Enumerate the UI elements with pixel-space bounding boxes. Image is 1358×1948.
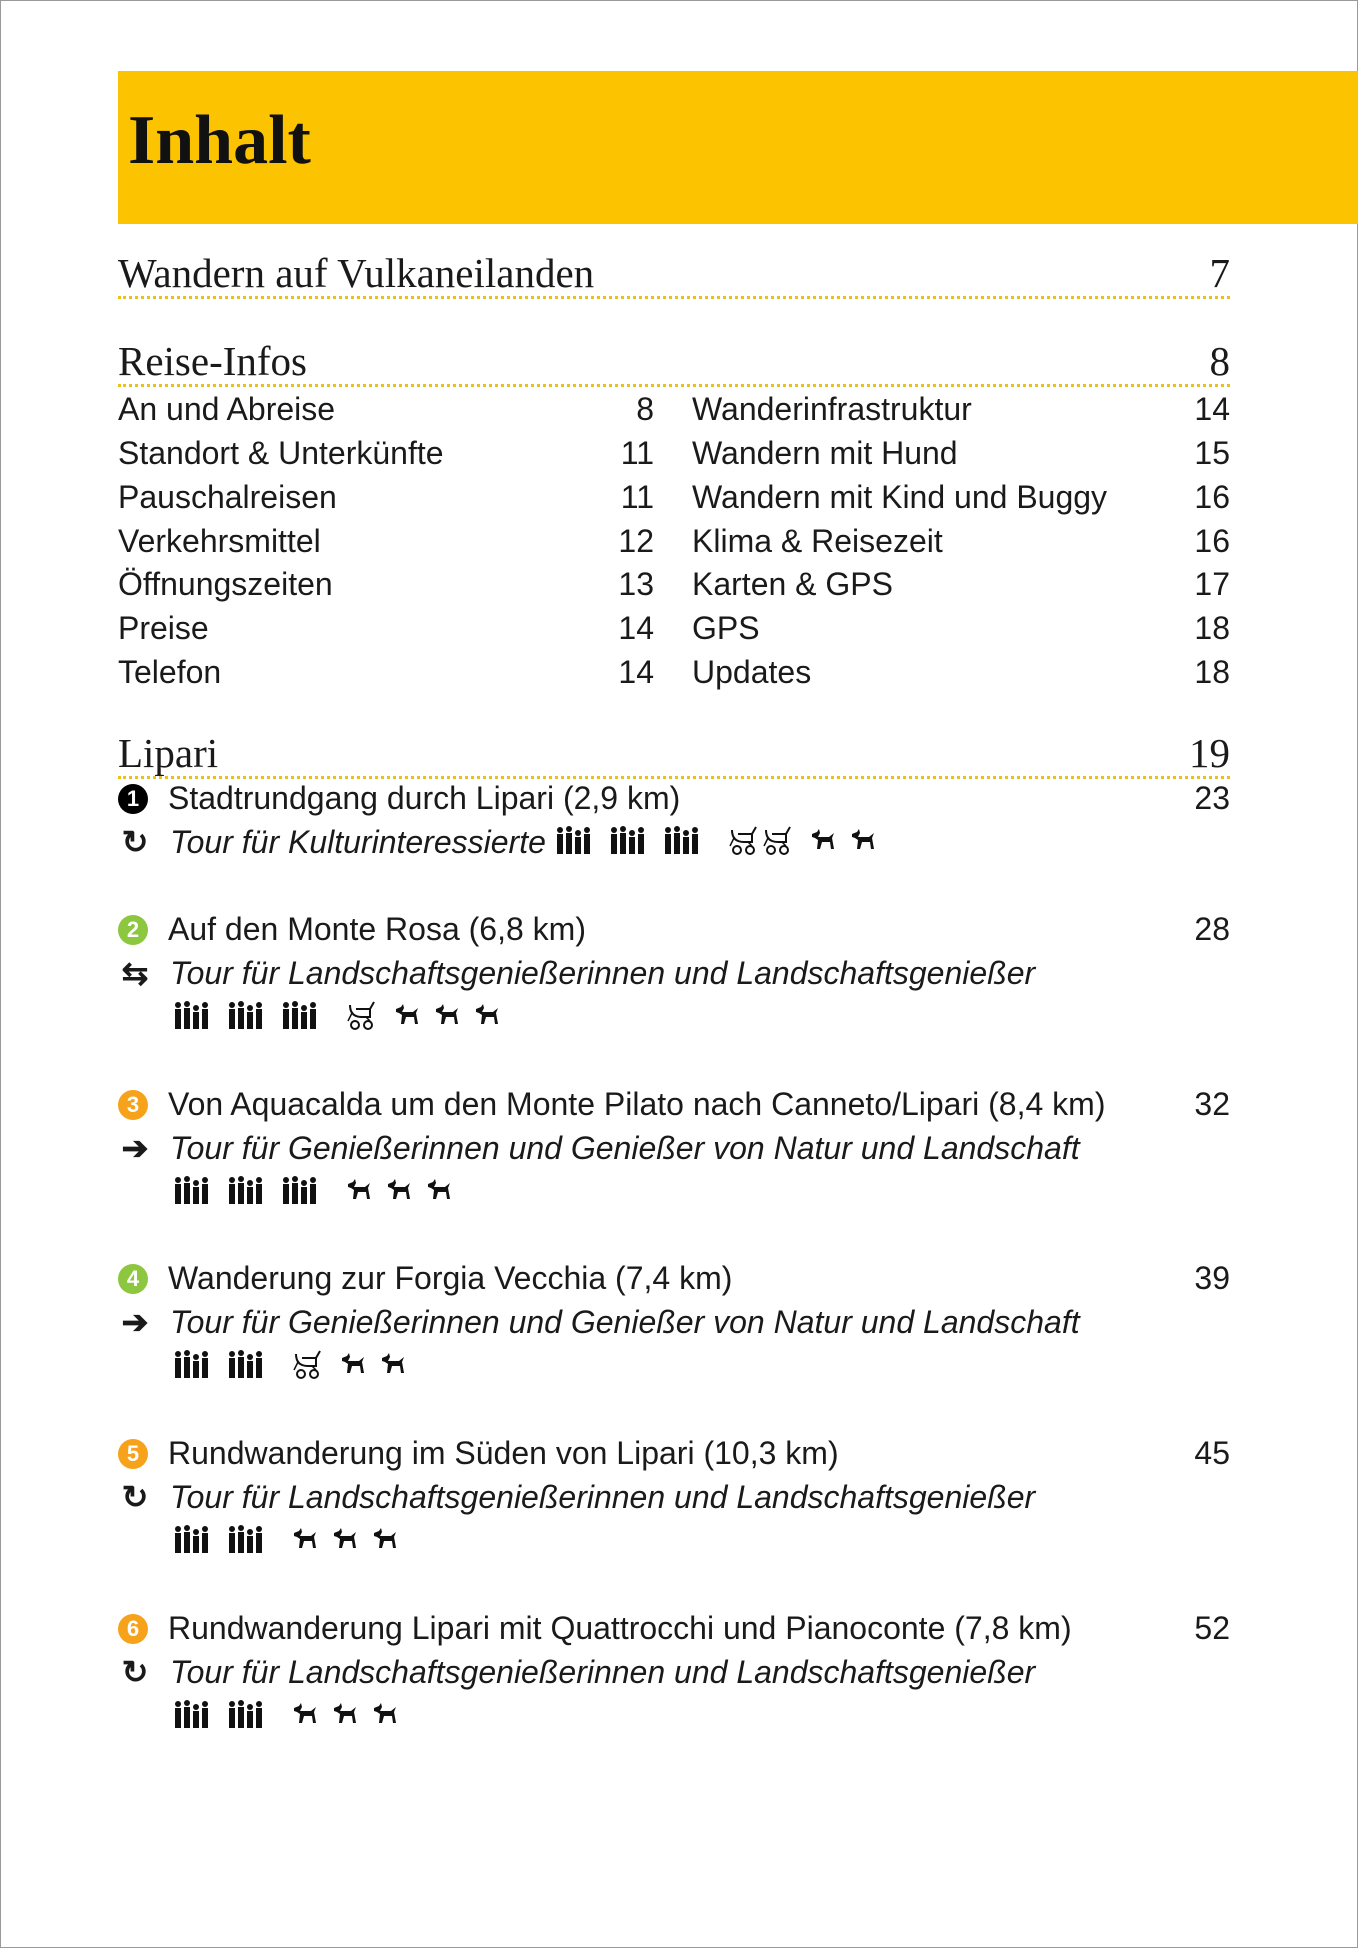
tour-number-badge: 6: [118, 1614, 148, 1644]
family-icon: [278, 1000, 322, 1030]
tour-number-badge: 1: [118, 784, 148, 814]
toc-entry-page: 16: [1194, 523, 1230, 559]
toc-entry-page: 8: [636, 391, 654, 427]
toc-entry-label: Updates: [692, 654, 812, 690]
toc-entry-page: 14: [618, 654, 654, 690]
dog-icon: [380, 1352, 410, 1376]
toc-entry-label: Wandern mit Hund: [692, 435, 958, 471]
family-icon: [224, 1349, 268, 1379]
family-icon: [170, 1699, 214, 1729]
tour-entry[interactable]: [118, 1433, 1230, 1553]
section-title: Reise-Infos: [118, 338, 308, 384]
tour-page: 28: [1194, 911, 1230, 947]
family-icon: [224, 1000, 268, 1030]
toc-entry-label: Pauschalreisen: [118, 479, 337, 515]
tour-page: 45: [1194, 1435, 1230, 1471]
toc-entry-label: Klima & Reisezeit: [692, 523, 943, 559]
tour-number-badge: 5: [118, 1439, 148, 1469]
title-banner: [118, 71, 1358, 224]
family-icon: [660, 825, 704, 855]
dog-icon: [292, 1527, 322, 1551]
tour-title: Stadtrundgang durch Lipari (2,9 km): [168, 780, 681, 816]
buggy-icon: [762, 824, 792, 856]
loop-icon: ↻: [121, 824, 149, 860]
family-icon: [224, 1699, 268, 1729]
toc-entry-label: GPS: [692, 610, 760, 646]
toc-entry-page: 15: [1194, 435, 1230, 471]
tour-suitability-icons: [552, 822, 890, 858]
toc-entry-label: Standort & Unterkünfte: [118, 435, 444, 471]
tour-page: 32: [1194, 1086, 1230, 1122]
family-icon: [170, 1175, 214, 1205]
section-page: 19: [1189, 730, 1230, 776]
section-title: Lipari: [118, 730, 219, 776]
tour-suitability-icons: [170, 1696, 412, 1732]
toc-entry-page: 18: [1194, 610, 1230, 646]
tour-title: Rundwanderung im Süden von Lipari (10,3 km): [168, 1435, 839, 1471]
toc-entry-label: Preise: [118, 610, 209, 646]
dog-icon: [340, 1352, 370, 1376]
dog-icon: [474, 1003, 504, 1027]
tour-title: Rundwanderung Lipari mit Quattrocchi und Pianoconte (7,8 km): [168, 1610, 1072, 1646]
toc-entry-page: 11: [620, 479, 654, 515]
tour-subtitle: Tour für Kulturinteressierte: [170, 824, 546, 860]
tour-suitability-icons: [170, 1172, 466, 1208]
toc-entry-page: 18: [1194, 654, 1230, 690]
dog-icon: [386, 1178, 416, 1202]
toc-entry-label: Telefon: [118, 654, 222, 690]
one-way-arrow-icon: ➔: [121, 1304, 149, 1340]
toc-entry-label: Öffnungszeiten: [118, 566, 333, 602]
family-icon: [170, 1349, 214, 1379]
section-reise-infos[interactable]: [118, 338, 1230, 387]
tour-entry[interactable]: [118, 1608, 1230, 1728]
toc-entry-page: 17: [1194, 566, 1230, 602]
section-page: 7: [1209, 250, 1230, 296]
tour-subtitle: Tour für Landschaftsgenießerinnen und Landschaftsgenießer: [170, 1654, 1036, 1690]
toc-entry-label: Verkehrsmittel: [118, 523, 321, 559]
tour-subtitle: Tour für Landschaftsgenießerinnen und Landschaftsgenießer: [170, 1479, 1036, 1515]
tour-subtitle: Tour für Genießerinnen und Genießer von Natur und Landschaft: [170, 1130, 1080, 1166]
family-icon: [606, 825, 650, 855]
tour-title: Von Aquacalda um den Monte Pilato nach Canneto/Lipari (8,4 km): [168, 1086, 1106, 1122]
tour-page: 39: [1194, 1260, 1230, 1296]
dog-icon: [332, 1527, 362, 1551]
section-lipari[interactable]: [118, 730, 1230, 779]
tour-subtitle: Tour für Landschaftsgenießerinnen und Landschaftsgenießer: [170, 955, 1036, 991]
tour-entry[interactable]: [118, 778, 1230, 898]
loop-icon: ↻: [121, 1654, 149, 1690]
toc-entry-label: Wandern mit Kind und Buggy: [692, 479, 1108, 515]
tour-suitability-icons: [170, 1346, 420, 1382]
tour-entry[interactable]: [118, 1084, 1230, 1204]
toc-entry-page: 12: [618, 523, 654, 559]
section-intro[interactable]: [118, 250, 1230, 299]
buggy-icon: [346, 999, 376, 1031]
loop-icon: ↻: [121, 1479, 149, 1515]
toc-entry-page: 14: [618, 610, 654, 646]
toc-entry-page: 16: [1194, 479, 1230, 515]
tour-entry[interactable]: [118, 1258, 1230, 1378]
tour-suitability-icons: [170, 997, 514, 1033]
dog-icon: [372, 1527, 402, 1551]
dog-icon: [394, 1003, 424, 1027]
family-icon: [170, 1524, 214, 1554]
dog-icon: [292, 1702, 322, 1726]
tour-page: 23: [1194, 780, 1230, 816]
two-way-arrow-icon: ⇆: [121, 955, 149, 991]
toc-entry-label: Karten & GPS: [692, 566, 893, 602]
family-icon: [170, 1000, 214, 1030]
dog-icon: [346, 1178, 376, 1202]
tour-subtitle: Tour für Genießerinnen und Genießer von Natur und Landschaft: [170, 1304, 1080, 1340]
dog-icon: [372, 1702, 402, 1726]
tour-number-badge: 4: [118, 1264, 148, 1294]
section-title: Wandern auf Vulkaneilanden: [118, 250, 595, 296]
tour-suitability-icons: [170, 1521, 412, 1557]
toc-entry-page: 13: [618, 566, 654, 602]
tour-number-badge: 2: [118, 915, 148, 945]
buggy-icon: [292, 1348, 322, 1380]
tour-number-badge: 3: [118, 1090, 148, 1120]
toc-entry-page: 11: [620, 435, 654, 471]
tour-title: Wanderung zur Forgia Vecchia (7,4 km): [168, 1260, 733, 1296]
family-icon: [278, 1175, 322, 1205]
one-way-arrow-icon: ➔: [121, 1130, 149, 1166]
toc-entry-label: An und Abreise: [118, 391, 336, 427]
section-page: 8: [1209, 338, 1230, 384]
family-icon: [224, 1524, 268, 1554]
dog-icon: [332, 1702, 362, 1726]
buggy-icon: [728, 824, 758, 856]
dog-icon: [426, 1178, 456, 1202]
tour-page: 52: [1194, 1610, 1230, 1646]
dog-icon: [810, 828, 840, 852]
family-icon: [224, 1175, 268, 1205]
family-icon: [552, 825, 596, 855]
page-title: Inhalt: [128, 102, 311, 179]
tour-title: Auf den Monte Rosa (6,8 km): [168, 911, 586, 947]
dog-icon: [434, 1003, 464, 1027]
toc-entry-page: 14: [1194, 391, 1230, 427]
tour-entry[interactable]: [118, 909, 1230, 1029]
dog-icon: [850, 828, 880, 852]
toc-entry-label: Wanderinfrastruktur: [692, 391, 972, 427]
